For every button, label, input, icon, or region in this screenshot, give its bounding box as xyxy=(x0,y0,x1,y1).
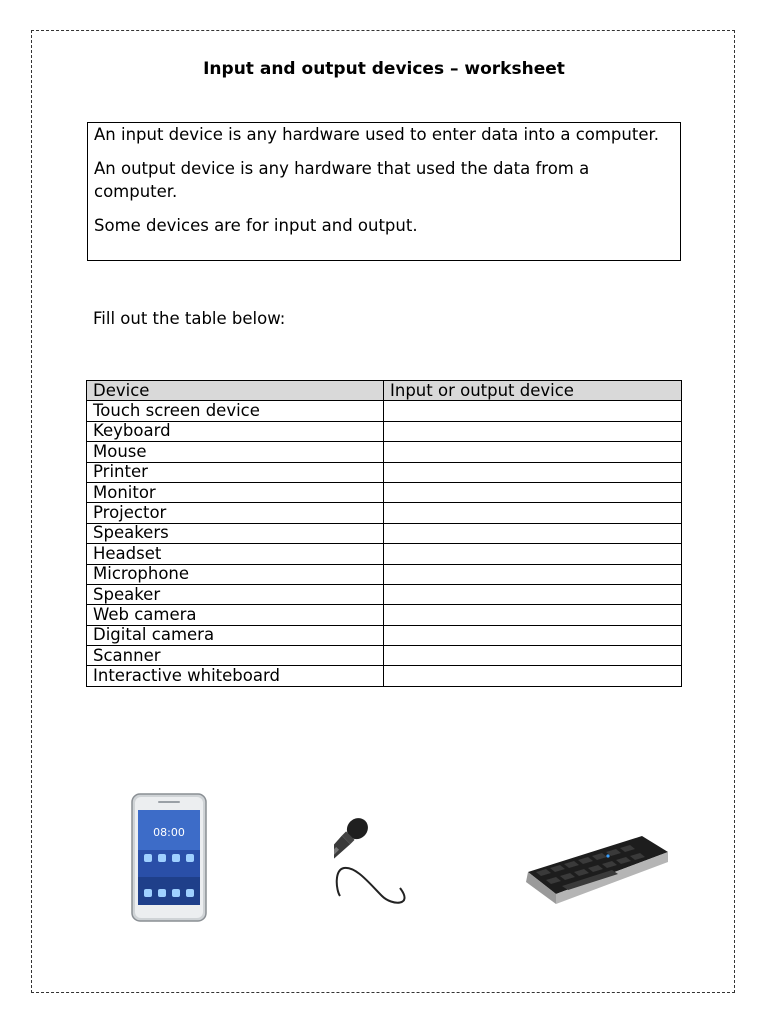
table-row xyxy=(87,462,682,482)
answer-cell[interactable] xyxy=(384,544,682,564)
answer-cell[interactable] xyxy=(384,605,682,625)
phone-clock: 08:00 xyxy=(153,826,185,839)
table-row xyxy=(87,544,682,564)
device-name-cell: Projector xyxy=(87,503,384,523)
answer-cell[interactable] xyxy=(384,625,682,645)
answer-cell[interactable] xyxy=(384,421,682,441)
worksheet-title: Input and output devices – worksheet xyxy=(203,59,565,79)
answer-cell[interactable] xyxy=(384,523,682,543)
device-name-cell: Speaker xyxy=(87,584,384,604)
table-header-row xyxy=(87,381,682,401)
device-name-cell: Headset xyxy=(87,544,384,564)
table-row xyxy=(87,625,682,645)
answer-cell[interactable] xyxy=(384,442,682,462)
table-row xyxy=(87,421,682,441)
table-row xyxy=(87,442,682,462)
device-name-cell: Keyboard xyxy=(87,421,384,441)
answer-cell[interactable] xyxy=(384,564,682,584)
answer-cell[interactable] xyxy=(384,462,682,482)
device-name-cell: Mouse xyxy=(87,442,384,462)
tablet-image xyxy=(128,792,212,924)
header-input-output: Input or output device xyxy=(384,381,682,401)
header-device: Device xyxy=(87,381,384,401)
keyboard-image xyxy=(522,832,672,910)
device-name-cell: Printer xyxy=(87,462,384,482)
answer-cell[interactable] xyxy=(384,646,682,666)
input-definition: An input device is any hardware used to enter data into a computer. xyxy=(94,125,659,144)
table-row xyxy=(87,401,682,421)
definition-box xyxy=(87,122,681,261)
device-name-cell: Touch screen device xyxy=(87,401,384,421)
device-name-cell: Scanner xyxy=(87,646,384,666)
answer-cell[interactable] xyxy=(384,584,682,604)
answer-cell[interactable] xyxy=(384,666,682,686)
device-name-cell: Web camera xyxy=(87,605,384,625)
table-row xyxy=(87,482,682,502)
table-row xyxy=(87,666,682,686)
table-row xyxy=(87,646,682,666)
table-row xyxy=(87,523,682,543)
device-table xyxy=(86,380,682,687)
answer-cell[interactable] xyxy=(384,482,682,502)
both-definition: Some devices are for input and output. xyxy=(94,216,418,235)
device-name-cell: Interactive whiteboard xyxy=(87,666,384,686)
answer-cell[interactable] xyxy=(384,401,682,421)
table-row xyxy=(87,584,682,604)
device-name-cell: Microphone xyxy=(87,564,384,584)
device-name-cell: Digital camera xyxy=(87,625,384,645)
device-name-cell: Monitor xyxy=(87,482,384,502)
answer-cell[interactable] xyxy=(384,503,682,523)
table-row xyxy=(87,564,682,584)
microphone-image xyxy=(334,816,416,908)
output-definition: An output device is any hardware that used the data from a computer. xyxy=(94,159,590,201)
table-row xyxy=(87,605,682,625)
instruction-text: Fill out the table below: xyxy=(93,309,286,328)
device-name-cell: Speakers xyxy=(87,523,384,543)
table-row xyxy=(87,503,682,523)
